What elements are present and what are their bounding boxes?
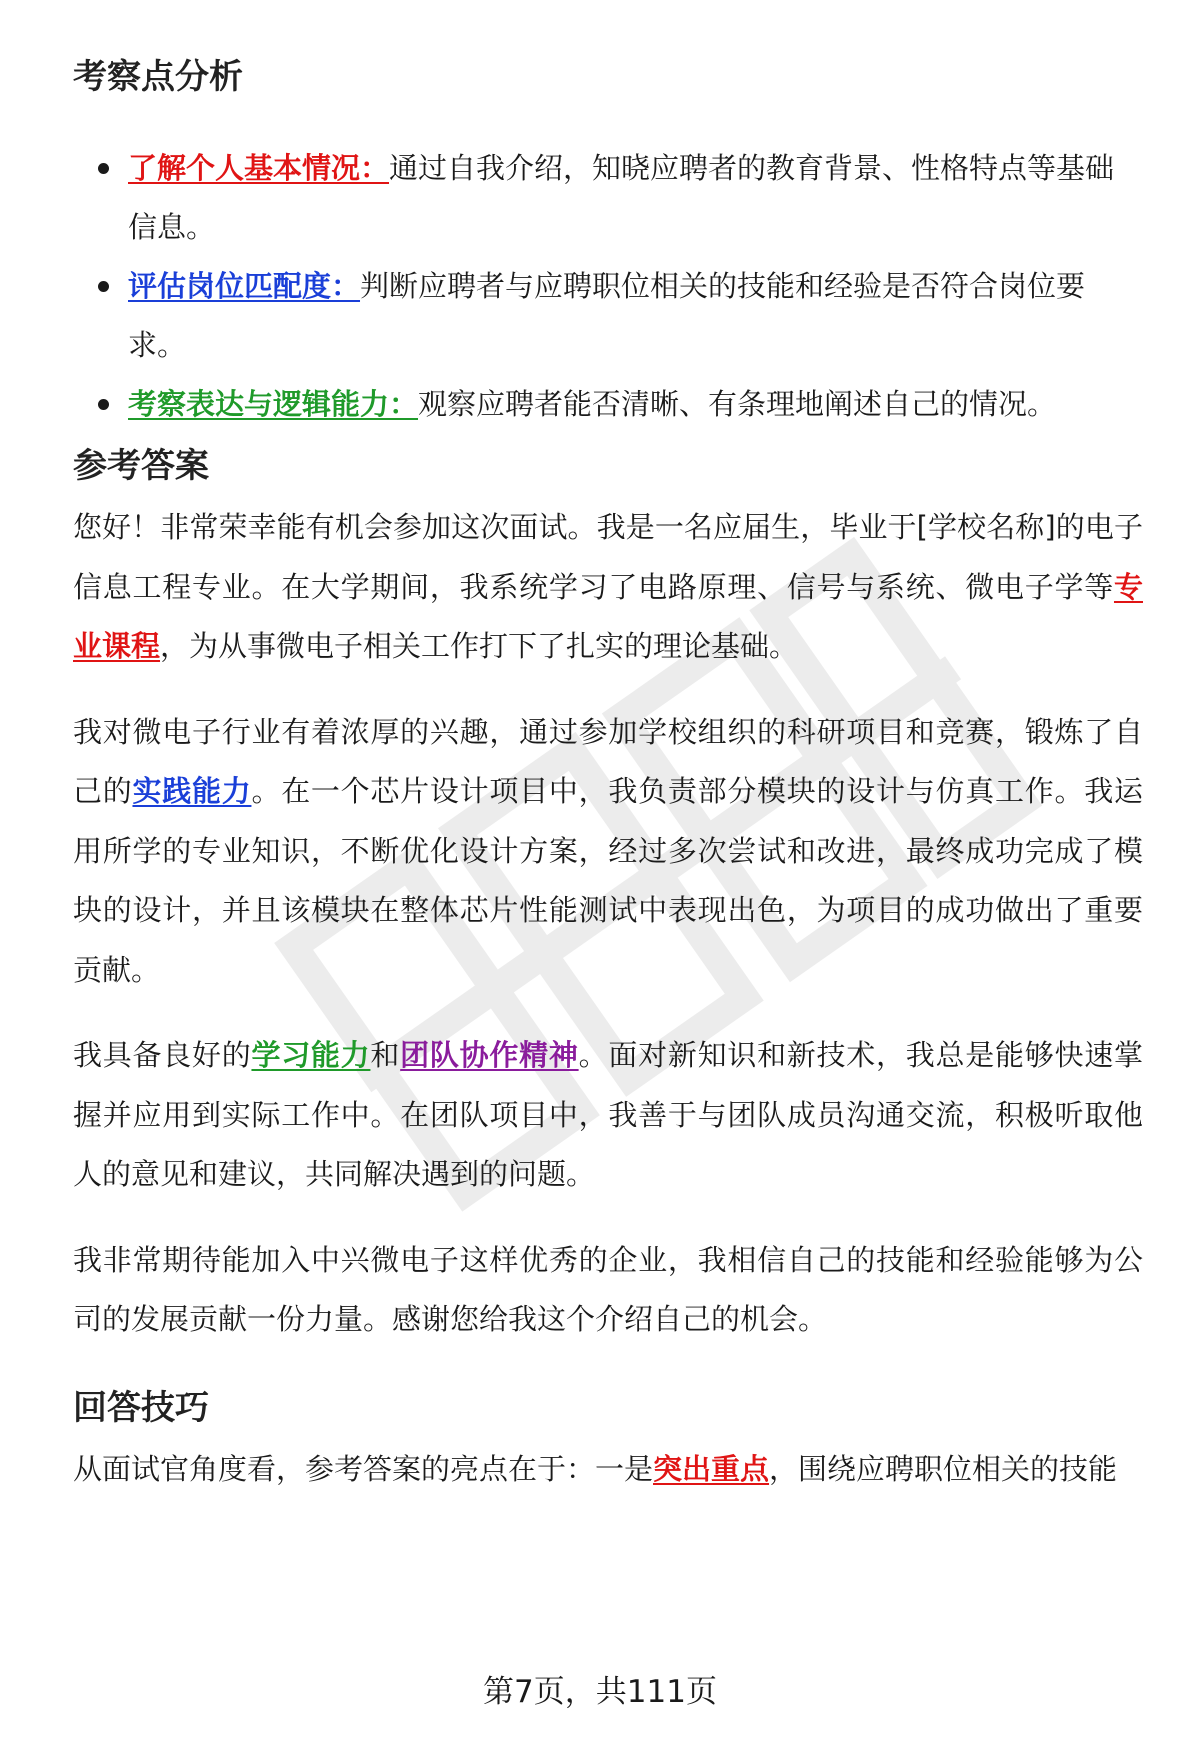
point-text: 观察应聘者能否清晰、有条理地阐述自己的情况。 [418,387,1057,421]
section-title-answer: 参考答案 [73,446,209,486]
analysis-point-list [73,139,1143,434]
bullet-icon [98,163,109,174]
answer-paragraph-2 [73,703,1143,1001]
paragraph-text: 。在一个芯片设计项目中，我负责部分模块的设计与仿真工作。我运用所学的专业知识，不断优化设计方案，经过多次尝试和改进，最终成功完成了模块的设计，并且该模块在整体芯片性能测试中表现出色，为项目的成功做出了重要贡献。 [73,774,1143,987]
bullet-icon [98,281,109,292]
point-keyword: 考察表达与逻辑能力： [128,387,419,421]
list-item [73,139,1143,257]
highlight-keyword: 实践能力 [132,774,252,808]
section-title-tips: 回答技巧 [73,1387,209,1428]
paragraph-text: 您好！非常荣幸能有机会参加这次面试。我是一名应届生，毕业于[学校名称]的电子信息工程专业。在大学期间，我系统学习了电路原理、信号与系统、微电子学等 [73,510,1143,604]
paragraph-text: 和 [370,1038,401,1072]
highlight-keyword: 团队协作精神 [400,1038,579,1072]
list-item [73,375,1143,434]
list-item [73,257,1143,375]
paragraph-text: 从面试官角度看，参考答案的亮点在于：一是 [73,1451,654,1486]
paragraph-text: ，围绕应聘职位相关的技能 [769,1451,1118,1486]
paragraph-text: 。面对新知识和新技术，我总是能够快速掌握并应用到实际工作中。在团队项目中，我善于与团队成员沟通交流，积极听取他人的意见和建议，共同解决遇到的问题。 [73,1038,1143,1191]
answer-paragraph-3 [73,1026,1143,1205]
point-text: 通过自我介绍，知晓应聘者的教育背景、性格特点等基础信息。 [128,151,1115,244]
paragraph-text: 我具备良好的 [73,1038,252,1072]
section-title-analysis: 考察点分析 [73,57,243,97]
highlight-keyword: 学习能力 [251,1038,371,1072]
point-keyword: 了解个人基本情况： [128,151,390,185]
point-keyword: 评估岗位匹配度： [128,269,361,303]
point-text: 判断应聘者与应聘职位相关的技能和经验是否符合岗位要求。 [128,269,1086,362]
highlight-keyword: 专业课程 [73,569,1143,663]
tips-paragraph-1 [73,1440,1143,1500]
answer-paragraph-1 [73,498,1143,677]
answer-paragraph-4: 我非常期待能加入中兴微电子这样优秀的企业，我相信自己的技能和经验能够为公司的发展贡献一份力量。感谢您给我这个介绍自己的机会。 [73,1242,1143,1336]
paragraph-text: 我对微电子行业有着浓厚的兴趣，通过参加学校组织的科研项目和竞赛，锻炼了自己的 [73,714,1143,808]
bullet-icon [98,399,109,410]
page-content [73,45,1143,1525]
paragraph-text: ，为从事微电子相关工作打下了扎实的理论基础。 [160,629,799,663]
page-number: 第7页，共111页 [483,1674,717,1710]
highlight-keyword: 突出重点 [653,1451,770,1486]
